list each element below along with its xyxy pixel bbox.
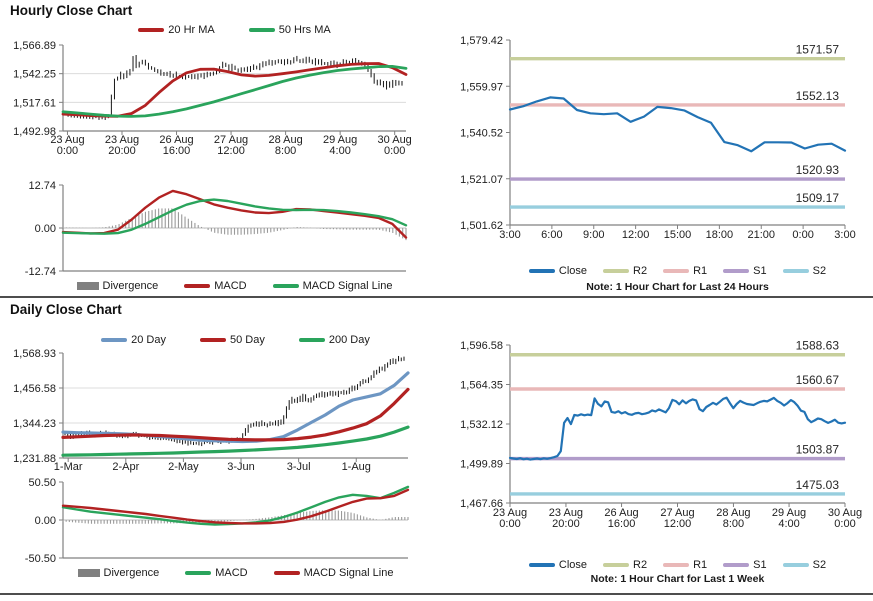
x-tick-label: 26 Aug — [159, 134, 194, 146]
y-tick-label: 1,532.12 — [460, 419, 503, 431]
legend-label: MACD — [214, 280, 247, 292]
x-tick-label: 12:00 — [217, 145, 245, 157]
x-tick-label: 29 Aug — [771, 507, 807, 519]
x-tick-label: 20:00 — [552, 518, 580, 530]
y-tick-label: 1,542.25 — [13, 68, 56, 81]
y-tick-label: 1,559.97 — [460, 81, 503, 94]
x-tick-label: 0:00 — [56, 145, 79, 157]
x-tick-label: 9:00 — [583, 229, 605, 241]
x-tick-label: 23 Aug — [50, 134, 85, 146]
x-tick-label: 1-Mar — [53, 461, 83, 473]
x-tick-label: 3:00 — [499, 229, 521, 241]
daily_price-chart — [13, 348, 408, 473]
y-tick-label: 1,499.89 — [460, 458, 503, 471]
x-tick-label: 30 Aug — [827, 507, 863, 519]
y-tick-label: 1,568.93 — [13, 348, 56, 360]
level-label-S1: 1503.87 — [795, 442, 839, 457]
x-tick-label: 29 Aug — [323, 134, 358, 146]
y-tick-label: 1,566.89 — [13, 40, 56, 52]
level-label-R2: 1588.63 — [795, 338, 839, 353]
legend-label: 20 Day — [131, 334, 166, 346]
y-tick-label: 1,517.61 — [13, 97, 56, 110]
x-tick-label: 23 Aug — [104, 134, 140, 146]
hourly_macd-chart — [25, 180, 406, 278]
x-tick-label: 28 Aug — [716, 507, 751, 519]
legend-label: Divergence — [102, 280, 159, 292]
legend-label: Close — [558, 265, 588, 277]
x-tick-label: 15:00 — [663, 229, 692, 241]
legend-label: MACD Signal Line — [303, 567, 394, 579]
x-tick-label: 1-Aug — [341, 461, 371, 473]
y-tick-label: -50.50 — [24, 553, 56, 565]
daily_macd-chart — [25, 477, 408, 565]
x-tick-label: 26 Aug — [604, 507, 639, 519]
x-tick-label: 4:00 — [329, 145, 351, 157]
legend-label: S2 — [812, 559, 827, 571]
x-tick-label: 6:00 — [541, 229, 563, 241]
hourly-section-title: Hourly Close Chart — [10, 3, 133, 18]
y-tick-label: 1,492.98 — [13, 126, 56, 138]
x-tick-label: 8:00 — [274, 145, 297, 157]
series-20-day — [63, 373, 408, 442]
legend-label: 20 Hr MA — [168, 24, 215, 36]
level-label-S2: 1509.17 — [795, 191, 839, 206]
x-tick-label: 8:00 — [722, 518, 745, 530]
legend-label: R2 — [633, 265, 648, 277]
x-tick-label: 16:00 — [162, 145, 191, 157]
level-label-R1: 1560.67 — [795, 373, 839, 388]
legend-label: R1 — [693, 265, 708, 277]
x-tick-label: 18:00 — [705, 229, 734, 241]
y-tick-label: 1,564.35 — [460, 379, 503, 392]
x-tick-label: 3:00 — [834, 229, 856, 241]
x-tick-label: 0:00 — [834, 518, 856, 530]
legend-label: R1 — [693, 559, 708, 571]
series-macd — [63, 487, 408, 525]
level-label-R1: 1552.13 — [795, 88, 839, 103]
hourly_price-chart — [13, 40, 412, 157]
y-tick-label: 1,456.58 — [13, 383, 56, 395]
daily-section-title: Daily Close Chart — [10, 302, 122, 317]
x-tick-label: 12:00 — [621, 229, 650, 241]
legend-label: R2 — [633, 559, 648, 571]
y-tick-label: 12.74 — [28, 180, 56, 192]
x-tick-label: 27 Aug — [660, 507, 695, 519]
y-tick-label: 0.00 — [34, 515, 56, 527]
hourly_sr-chart — [460, 35, 856, 241]
y-tick-label: -12.74 — [24, 266, 56, 278]
x-tick-label: 4:00 — [778, 518, 800, 530]
x-tick-label: 0:00 — [383, 145, 406, 157]
y-tick-label: 50.50 — [28, 477, 56, 489]
legend-label: 50 Hrs MA — [278, 24, 331, 36]
legend-label: MACD — [215, 567, 248, 579]
y-tick-label: 1,596.58 — [460, 340, 503, 352]
level-label-R2: 1571.57 — [795, 42, 839, 57]
legend-label: S2 — [812, 265, 827, 277]
y-tick-label: 1,231.88 — [13, 453, 56, 465]
x-tick-label: 3-Jun — [227, 461, 255, 473]
x-tick-label: 27 Aug — [213, 134, 249, 146]
x-tick-label: 3-Jul — [286, 461, 311, 473]
legend-label: S1 — [753, 265, 767, 277]
y-tick-label: 1,344.23 — [13, 418, 56, 430]
x-tick-label: 2-Apr — [112, 461, 140, 473]
y-tick-label: 0.00 — [34, 223, 56, 235]
y-tick-label: 1,521.07 — [460, 173, 503, 186]
y-tick-label: 1,501.62 — [460, 220, 503, 232]
x-tick-label: 16:00 — [607, 518, 636, 530]
x-tick-label: 28 Aug — [268, 134, 303, 146]
level-label-S1: 1520.93 — [795, 163, 839, 178]
x-tick-label: 23 Aug — [492, 507, 528, 519]
x-tick-label: 30 Aug — [377, 134, 412, 146]
legend-label: MACD Signal Line — [302, 280, 393, 292]
legend-label: 50 Day — [230, 334, 265, 346]
x-tick-label: 0:00 — [792, 229, 814, 241]
x-tick-label: 0:00 — [499, 518, 521, 530]
legend-label: Close — [558, 559, 588, 571]
x-tick-label: 20:00 — [108, 145, 136, 157]
x-tick-label: 2-May — [168, 461, 199, 473]
level-label-S2: 1475.03 — [795, 477, 839, 492]
daily_sr-chart — [460, 339, 862, 530]
legend-label: Divergence — [103, 567, 160, 579]
x-tick-label: 21:00 — [747, 229, 776, 241]
hourly-sr-note: Note: 1 Hour Chart for Last 24 Hours — [586, 281, 769, 293]
daily-sr-note: Note: 1 Hour Chart for Last 1 Week — [590, 573, 765, 585]
legend-label: 200 Day — [328, 334, 370, 346]
y-tick-label: 1,540.52 — [460, 127, 503, 140]
x-tick-label: 12:00 — [663, 518, 692, 530]
x-tick-label: 23 Aug — [548, 507, 584, 519]
y-tick-label: 1,467.66 — [460, 498, 503, 510]
legend-label: S1 — [753, 559, 767, 571]
y-tick-label: 1,579.42 — [460, 35, 503, 47]
